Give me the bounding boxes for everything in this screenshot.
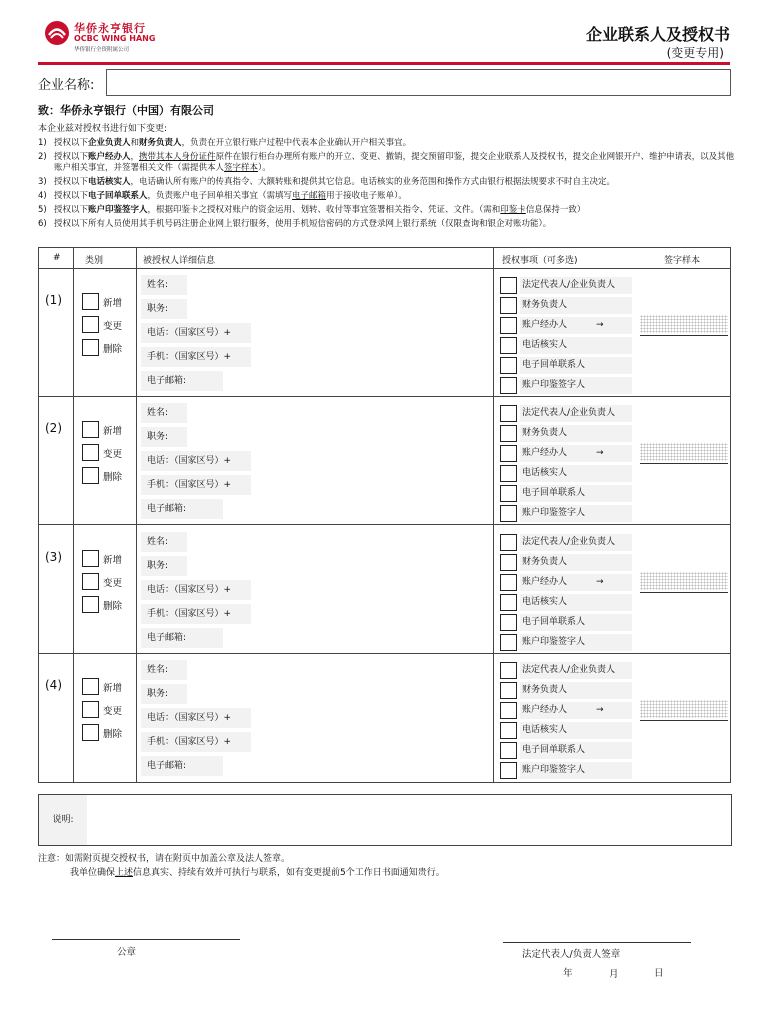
category-label: 变更	[103, 706, 123, 717]
signature-sample-area[interactable]	[640, 443, 728, 461]
authority-option	[500, 505, 632, 523]
arrow-right-icon: →	[596, 577, 604, 587]
detail-field[interactable]: 电话：（国家区号）+	[141, 580, 251, 600]
authority-option	[500, 682, 632, 700]
authority-checkbox[interactable]	[500, 357, 517, 374]
form-subtitle: (变更专用)	[666, 46, 724, 60]
authority-label: 法定代表人/企业负责人	[520, 534, 632, 551]
authority-checkbox[interactable]	[500, 554, 517, 571]
authority-label: 账户经办人	[520, 574, 632, 591]
detail-field[interactable]: 职务:	[141, 427, 187, 447]
authority-option	[500, 485, 632, 503]
category-checkbox[interactable]	[82, 550, 99, 567]
date-day: 日	[654, 968, 664, 979]
authority-checkbox[interactable]	[500, 614, 517, 631]
authority-option	[500, 317, 632, 335]
category-label: 变更	[103, 449, 123, 460]
authority-label: 电话核实人	[520, 594, 632, 611]
authority-option	[500, 534, 632, 552]
seal-signature-line[interactable]	[52, 939, 240, 940]
category-label: 变更	[103, 321, 123, 332]
detail-field[interactable]: 手机：（国家区号）+	[141, 732, 251, 752]
authority-option	[500, 405, 632, 423]
signature-line	[640, 720, 728, 721]
header-category: 类别	[85, 256, 104, 266]
authority-option	[500, 554, 632, 572]
company-row	[38, 69, 730, 97]
authority-option	[500, 277, 632, 295]
category-label: 删除	[103, 344, 123, 355]
authority-option	[500, 614, 632, 632]
authority-label: 电话核实人	[520, 337, 632, 354]
note-box	[38, 794, 732, 846]
note-label: 说明:	[39, 795, 87, 845]
signature-line	[640, 335, 728, 336]
authority-checkbox[interactable]	[500, 594, 517, 611]
detail-field[interactable]: 姓名:	[141, 532, 187, 552]
category-checkbox[interactable]	[82, 444, 99, 461]
authority-checkbox[interactable]	[500, 377, 517, 394]
table-block	[39, 654, 730, 782]
category-label: 删除	[103, 729, 123, 740]
category-checkbox[interactable]	[82, 467, 99, 484]
detail-field[interactable]: 手机：（国家区号）+	[141, 604, 251, 624]
authority-option	[500, 722, 632, 740]
authority-option	[500, 762, 632, 780]
authority-option	[500, 337, 632, 355]
authority-checkbox[interactable]	[500, 405, 517, 422]
authority-label: 财务负责人	[520, 425, 632, 442]
legal-rep-signature-line[interactable]	[503, 942, 691, 943]
authority-label: 财务负责人	[520, 682, 632, 699]
item-3: 3) 授权以下电话核实人，电话确认所有账户的传真指令、大额转账和提供其它信息。电话核实的业务范围和操作方式由银行根据法规要求不时自主决定。	[38, 177, 616, 187]
authority-checkbox[interactable]	[500, 505, 517, 522]
table-block	[39, 397, 730, 525]
authority-checkbox[interactable]	[500, 722, 517, 739]
authority-checkbox[interactable]	[500, 425, 517, 442]
date-year: 年	[563, 968, 573, 979]
category-label: 变更	[103, 578, 123, 589]
authority-checkbox[interactable]	[500, 277, 517, 294]
authority-option	[500, 445, 632, 463]
authority-checkbox[interactable]	[500, 297, 517, 314]
detail-field[interactable]: 电话：（国家区号）+	[141, 323, 251, 343]
detail-field[interactable]: 职务:	[141, 684, 187, 704]
seal-label: 公章	[117, 947, 137, 958]
row-number: (3)	[45, 550, 62, 564]
authority-label: 法定代表人/企业负责人	[520, 277, 632, 294]
category-checkbox[interactable]	[82, 724, 99, 741]
item-4: 4) 授权以下电子回单联系人，负责账户电子回单相关事宜（需填写电子邮箱用于接收电子账单）。	[38, 191, 407, 201]
category-label: 删除	[103, 601, 123, 612]
authority-label: 财务负责人	[520, 554, 632, 571]
addressee: 致：华侨永亨银行（中国）有限公司	[38, 104, 214, 117]
authority-label: 账户印鉴签字人	[520, 505, 632, 522]
detail-field[interactable]: 电话：（国家区号）+	[141, 451, 251, 471]
detail-field[interactable]: 姓名:	[141, 275, 187, 295]
authority-checkbox[interactable]	[500, 574, 517, 591]
row-number: (4)	[45, 678, 62, 692]
authority-checkbox[interactable]	[500, 702, 517, 719]
authority-option	[500, 742, 632, 760]
item-5: 5) 授权以下账户印鉴签字人，根据印鉴卡之授权对账户的资金运用、划转、收付等事宜签署相关指令、凭证、文件。（需和印鉴卡信息保持一致）	[38, 205, 586, 215]
detail-field[interactable]: 电子邮箱:	[141, 371, 223, 391]
item-2: 2) 授权以下账户经办人，携带其本人身份证件原件在银行柜台办理所有账户的开立、变更、撤销，提交预留印鉴，提交企业联系人及授权书，提交企业网银开户、维护申请表，以及其他账户相关事宜，并签署相关文件（需提供本人签字样本）。	[38, 152, 735, 173]
authority-checkbox[interactable]	[500, 742, 517, 759]
category-checkbox[interactable]	[82, 573, 99, 590]
company-name-label: 企业名称:	[38, 78, 95, 93]
authority-checkbox[interactable]	[500, 534, 517, 551]
authority-label: 电子回单联系人	[520, 614, 632, 631]
authority-checkbox[interactable]	[500, 634, 517, 651]
authority-option	[500, 634, 632, 652]
category-label: 新增	[103, 298, 123, 309]
logo-subtitle: 华侨银行全资附属公司	[74, 47, 130, 53]
item-6: 6) 授权以下所有人员使用其手机号码注册企业网上银行服务，使用手机短信密码的方式登录网上银行系统（仅限查询和银企对账功能）。	[38, 219, 552, 229]
authority-option	[500, 574, 632, 592]
detail-field[interactable]: 姓名:	[141, 660, 187, 680]
category-label: 删除	[103, 472, 123, 483]
category-checkbox[interactable]	[82, 316, 99, 333]
detail-field[interactable]: 手机：（国家区号）+	[141, 347, 251, 367]
category-checkbox[interactable]	[82, 421, 99, 438]
authority-label: 账户印鉴签字人	[520, 634, 632, 651]
category-checkbox[interactable]	[82, 339, 99, 356]
ocbc-logo-icon	[44, 20, 70, 46]
detail-field[interactable]: 电子邮箱:	[141, 499, 223, 519]
arrow-right-icon: →	[596, 448, 604, 458]
signature-line	[640, 463, 728, 464]
category-checkbox[interactable]	[82, 596, 99, 613]
authority-label: 法定代表人/企业负责人	[520, 405, 632, 422]
authority-label: 电子回单联系人	[520, 742, 632, 759]
signature-line	[640, 592, 728, 593]
form-title: 企业联系人及授权书	[585, 25, 730, 44]
company-name-input[interactable]	[106, 69, 731, 96]
authority-label: 电子回单联系人	[520, 485, 632, 502]
authority-option	[500, 297, 632, 315]
authority-label: 电话核实人	[520, 465, 632, 482]
signature-sample-area[interactable]	[640, 315, 728, 333]
signature-sample-area[interactable]	[640, 700, 728, 718]
table-block	[39, 269, 730, 397]
authority-checkbox[interactable]	[500, 662, 517, 679]
category-checkbox[interactable]	[82, 701, 99, 718]
authority-option	[500, 702, 632, 720]
item-1: 1) 授权以下企业负责人和财务负责人，负责在开立银行账户过程中代表本企业确认开户相关事宜。	[38, 138, 412, 148]
logo-chinese-name: 华侨永亨银行	[74, 22, 146, 35]
authority-label: 账户印鉴签字人	[520, 762, 632, 779]
detail-field[interactable]: 手机：（国家区号）+	[141, 475, 251, 495]
detail-field[interactable]: 电话：（国家区号）+	[141, 708, 251, 728]
authority-label: 电话核实人	[520, 722, 632, 739]
authority-label: 账户经办人	[520, 445, 632, 462]
authority-checkbox[interactable]	[500, 682, 517, 699]
authority-label: 电子回单联系人	[520, 357, 632, 374]
authority-label: 账户印鉴签字人	[520, 377, 632, 394]
detail-field[interactable]: 职务:	[141, 556, 187, 576]
authority-option	[500, 594, 632, 612]
authority-checkbox[interactable]	[500, 465, 517, 482]
legal-rep-label: 法定代表人/负责人签章	[522, 949, 621, 960]
authorization-items	[38, 138, 738, 233]
table-block	[39, 526, 730, 654]
authority-option	[500, 465, 632, 483]
arrow-right-icon: →	[596, 320, 604, 330]
category-label: 新增	[103, 426, 123, 437]
detail-field[interactable]: 职务:	[141, 299, 187, 319]
header-signature: 签字样本	[664, 256, 701, 266]
arrow-right-icon: →	[596, 705, 604, 715]
authority-checkbox[interactable]	[500, 337, 517, 354]
bank-logo	[44, 18, 164, 54]
signature-sample-area[interactable]	[640, 572, 728, 590]
logo-english-name: OCBC WING HANG	[74, 34, 156, 43]
detail-field[interactable]: 姓名:	[141, 403, 187, 423]
authority-checkbox[interactable]	[500, 485, 517, 502]
authority-option	[500, 425, 632, 443]
authority-option	[500, 662, 632, 680]
authority-label: 账户经办人	[520, 317, 632, 334]
header	[0, 0, 768, 66]
detail-field[interactable]: 电子邮箱:	[141, 628, 223, 648]
authority-checkbox[interactable]	[500, 762, 517, 779]
authorization-table	[38, 247, 731, 783]
authority-checkbox[interactable]	[500, 445, 517, 462]
authority-option	[500, 377, 632, 395]
table-header	[39, 248, 730, 269]
authority-checkbox[interactable]	[500, 317, 517, 334]
intro-text: 本企业兹对授权书进行如下变更:	[38, 124, 168, 134]
category-checkbox[interactable]	[82, 678, 99, 695]
authority-label: 法定代表人/企业负责人	[520, 662, 632, 679]
header-matters: 授权事项（可多选)	[502, 256, 578, 266]
notice-line-1: 注意：如需附页提交授权书，请在附页中加盖公章及法人签章。	[38, 854, 291, 864]
authority-label: 账户经办人	[520, 702, 632, 719]
authority-label: 财务负责人	[520, 297, 632, 314]
category-label: 新增	[103, 555, 123, 566]
authority-option	[500, 357, 632, 375]
header-hash: #	[53, 253, 61, 263]
category-label: 新增	[103, 683, 123, 694]
row-number: (1)	[45, 293, 62, 307]
header-details: 被授权人详细信息	[143, 256, 216, 266]
row-number: (2)	[45, 421, 62, 435]
detail-field[interactable]: 电子邮箱:	[141, 756, 223, 776]
header-divider	[38, 62, 730, 65]
notice-line-2: 我单位确保上述信息真实、持续有效并可执行与联系，如有变更提前5个工作日书面通知贵行。	[70, 868, 445, 878]
date-month: 月	[609, 969, 619, 980]
category-checkbox[interactable]	[82, 293, 99, 310]
